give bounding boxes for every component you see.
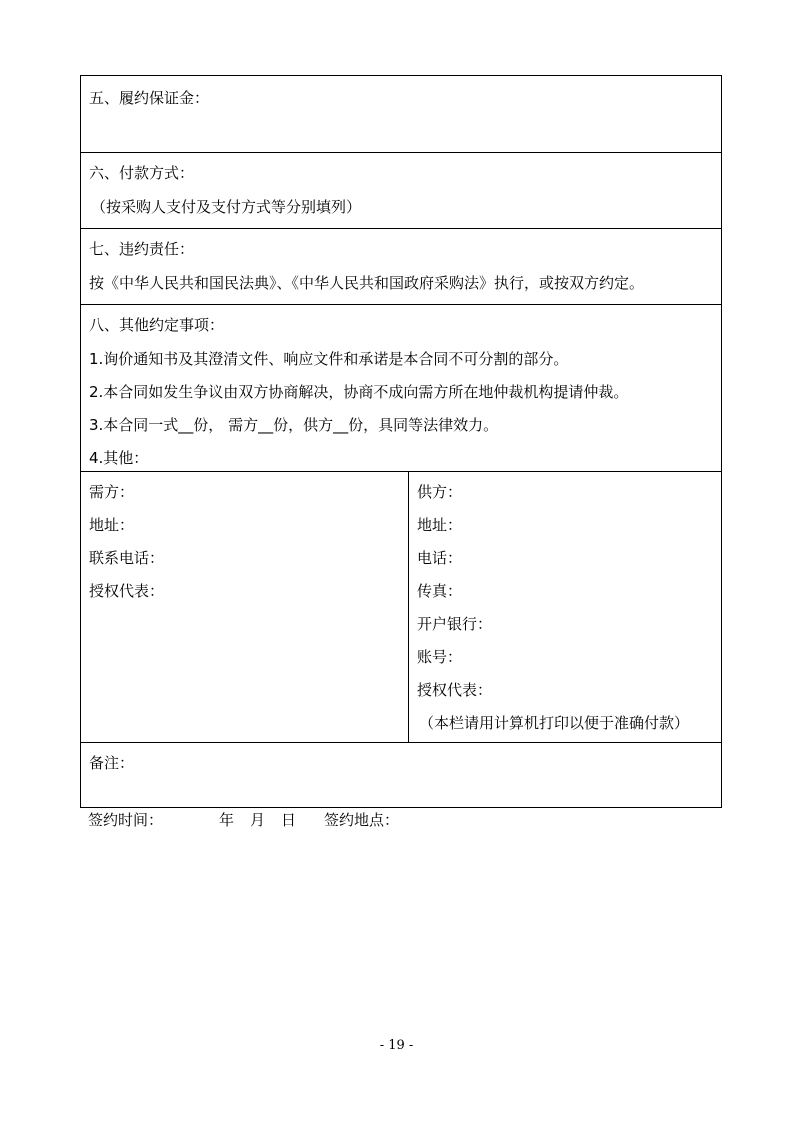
remarks-label: 备注： [89, 754, 135, 772]
section-title: 六、付款方式： [89, 164, 195, 182]
buyer-column [81, 472, 409, 742]
section-performance-bond [81, 76, 721, 153]
section-payment-method [81, 153, 721, 229]
sign-place-label: 签约地点： [324, 811, 400, 829]
supplier-note: （本栏请用计算机打印以便于准确付款） [419, 714, 690, 732]
supplier-field: 地址： [417, 516, 463, 534]
list-item: 1.询价通知书及其澄清文件、响应文件和承诺是本合同不可分割的部分。 [89, 350, 569, 368]
contract-table [80, 75, 722, 808]
supplier-field: 授权代表： [417, 681, 493, 699]
section-remarks [81, 743, 721, 807]
buyer-field: 授权代表： [89, 582, 165, 600]
supplier-column [409, 472, 721, 742]
sign-time-label: 签约时间： [88, 811, 164, 829]
buyer-field: 需方： [89, 483, 135, 501]
section-text: 按《中华人民共和国民法典》、《中华人民共和国政府采购法》执行，或按双方约定。 [89, 274, 645, 292]
supplier-field: 账号： [417, 648, 463, 666]
supplier-field: 电话： [417, 549, 463, 567]
page-number: - 19 - [379, 1038, 414, 1053]
supplier-field: 供方： [417, 483, 463, 501]
supplier-field: 传真： [417, 582, 463, 600]
section-note: （按采购人支付及支付方式等分别填列） [91, 198, 362, 216]
section-breach-liability [81, 229, 721, 305]
supplier-field: 开户银行： [417, 615, 493, 633]
list-item: 3.本合同一式__份， 需方__份，供方__份，具同等法律效力。 [89, 416, 499, 434]
month-label: 月 [250, 811, 266, 829]
day-label: 日 [281, 811, 297, 829]
list-item: 4.其他： [89, 449, 149, 467]
year-label: 年 [219, 811, 235, 829]
list-item: 2.本合同如发生争议由双方协商解决，协商不成向需方所在地仲裁机构提请仲裁。 [89, 383, 629, 401]
section-title: 七、违约责任： [89, 240, 195, 258]
buyer-field: 地址： [89, 516, 135, 534]
section-title: 八、其他约定事项： [89, 316, 225, 334]
section-title: 五、履约保证金： [89, 89, 210, 107]
section-other-terms [81, 305, 721, 472]
section-parties [81, 472, 721, 743]
buyer-field: 联系电话： [89, 549, 165, 567]
